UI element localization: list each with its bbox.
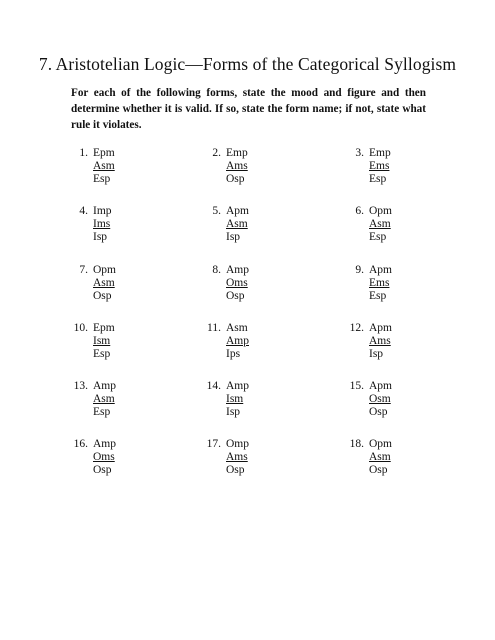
syllogism-problem — [355, 205, 392, 244]
syllogism-problem — [212, 147, 248, 186]
minor-premise: Ims — [93, 218, 111, 230]
conclusion: Esp — [369, 290, 387, 302]
major-premise: Apm — [369, 264, 392, 276]
syllogism-problem — [206, 438, 249, 477]
minor-premise: Asm — [226, 218, 248, 230]
major-premise: Amp — [93, 380, 116, 392]
minor-premise: Asm — [369, 451, 391, 463]
major-premise: Amp — [226, 264, 249, 276]
problem-number: 11. — [207, 322, 221, 334]
minor-premise: Amp — [226, 335, 249, 347]
syllogism-problem — [349, 380, 392, 419]
problem-number: 16. — [73, 438, 88, 450]
conclusion: Isp — [226, 406, 241, 418]
conclusion: Osp — [369, 464, 388, 476]
problem-number: 2. — [212, 147, 221, 159]
conclusion: Osp — [93, 464, 112, 476]
major-premise: Epm — [93, 322, 115, 334]
minor-premise: Ems — [369, 160, 390, 172]
problem-number: 5. — [212, 205, 221, 217]
conclusion: Esp — [93, 173, 111, 185]
conclusion: Osp — [226, 173, 245, 185]
major-premise: Apm — [369, 322, 392, 334]
syllogism-problem — [355, 147, 391, 186]
problem-number: 8. — [212, 264, 221, 276]
conclusion: Isp — [369, 348, 384, 360]
major-premise: Opm — [369, 438, 392, 450]
conclusion: Isp — [226, 231, 241, 243]
minor-premise: Ems — [369, 277, 390, 289]
conclusion: Osp — [369, 406, 388, 418]
problem-number: 12. — [349, 322, 364, 334]
minor-premise: Asm — [93, 393, 115, 405]
major-premise: Emp — [226, 147, 248, 159]
conclusion: Esp — [369, 173, 387, 185]
major-premise: Epm — [93, 147, 115, 159]
major-premise: Opm — [93, 264, 116, 276]
minor-premise: Asm — [93, 160, 115, 172]
problem-number: 7. — [79, 264, 88, 276]
syllogism-problem — [73, 380, 116, 419]
minor-premise: Ism — [93, 335, 111, 347]
conclusion: Esp — [93, 406, 111, 418]
conclusion: Esp — [93, 348, 111, 360]
minor-premise: Osm — [369, 393, 391, 405]
minor-premise: Ism — [226, 393, 244, 405]
page-title: 7. Aristotelian Logic—Forms of the Categorical Syllogism — [38, 54, 457, 74]
conclusion: Osp — [226, 290, 245, 302]
problem-number: 10. — [73, 322, 88, 334]
problem-number: 13. — [73, 380, 88, 392]
problem-number: 18. — [349, 438, 364, 450]
conclusion: Osp — [93, 290, 112, 302]
syllogism-problem — [79, 147, 115, 186]
major-premise: Amp — [93, 438, 116, 450]
syllogism-problem — [207, 322, 249, 361]
syllogism-problem — [79, 205, 112, 244]
major-premise: Imp — [93, 205, 112, 217]
conclusion: Esp — [369, 231, 387, 243]
major-premise: Emp — [369, 147, 391, 159]
syllogism-problem — [212, 205, 249, 244]
conclusion: Isp — [93, 231, 108, 243]
major-premise: Apm — [226, 205, 249, 217]
problem-number: 14. — [206, 380, 221, 392]
problem-number: 6. — [355, 205, 364, 217]
syllogism-problem — [79, 264, 116, 303]
minor-premise: Oms — [93, 451, 115, 463]
problem-number: 15. — [349, 380, 364, 392]
major-premise: Omp — [226, 438, 249, 450]
problem-number: 4. — [79, 205, 88, 217]
problem-number: 3. — [355, 147, 364, 159]
syllogism-problem — [206, 380, 249, 419]
major-premise: Apm — [369, 380, 392, 392]
major-premise: Asm — [226, 322, 248, 334]
major-premise: Amp — [226, 380, 249, 392]
conclusion: Osp — [226, 464, 245, 476]
syllogism-problem — [73, 438, 116, 477]
minor-premise: Asm — [369, 218, 391, 230]
instructions: For each of the following forms, state the mood and figure and then determine whether it is valid. If so, state the form name; if not, state what rule it violates. — [71, 87, 426, 131]
minor-premise: Asm — [93, 277, 115, 289]
minor-premise: Ams — [226, 451, 248, 463]
major-premise: Opm — [369, 205, 392, 217]
syllogism-problem — [349, 438, 392, 477]
minor-premise: Ams — [226, 160, 248, 172]
minor-premise: Oms — [226, 277, 248, 289]
syllogism-problem — [355, 264, 392, 303]
syllogism-problem — [73, 322, 115, 361]
syllogism-problem — [349, 322, 392, 361]
problem-number: 17. — [206, 438, 221, 450]
minor-premise: Ams — [369, 335, 391, 347]
syllogism-problem — [212, 264, 249, 303]
problem-number: 9. — [355, 264, 364, 276]
conclusion: Ips — [226, 348, 241, 360]
problem-number: 1. — [79, 147, 88, 159]
